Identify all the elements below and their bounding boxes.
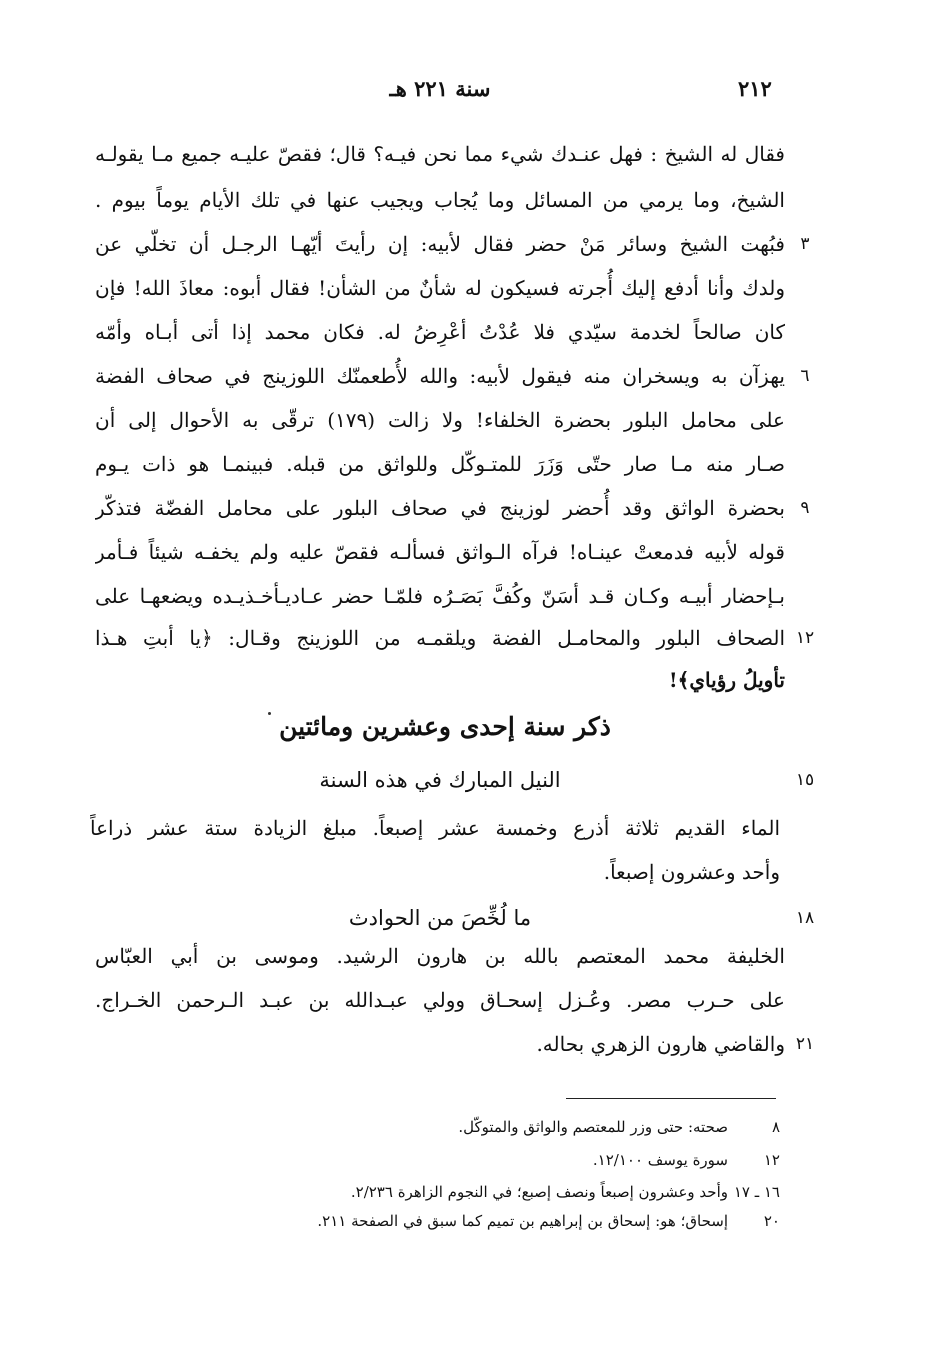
text-line: الخليفة محمد المعتصم بالله بن هارون الرشيد. وموسى بن أبي العبّاس bbox=[95, 944, 785, 968]
text-line: والقاضي هارون الزهري بحاله. bbox=[536, 1032, 785, 1056]
text-line: بـإحضار أبيـه وكـان قـد أسَنّ وكُفَّ بَصَـرُه فلمّـا حضر عـاديـأخـذيـده ويضعهـا على bbox=[95, 584, 785, 608]
line-number: ٩ bbox=[800, 498, 810, 518]
footnote-divider bbox=[566, 1098, 776, 1099]
subheading-nile: النيل المبارك في هذه السنة bbox=[319, 768, 561, 792]
footnote-text: سورة يوسف ١٢/١٠٠. bbox=[592, 1151, 728, 1169]
subheading-events: ما لُخِّصَ من الحوادث bbox=[348, 906, 532, 930]
footnote bbox=[130, 1145, 780, 1175]
line-number: ٦ bbox=[800, 366, 810, 386]
text-line: ولدك وأنا أدفع إليك أُجرته فسيكون له شأنٌ من الشأن! فقال أبوه: معاذَ الله! فإن bbox=[95, 276, 785, 300]
text-line: الشيخ، وما يرمي من المسائل وما يُجاب ويجيب عنها في تلك الأيام يوماً بيوم . bbox=[95, 188, 785, 212]
footnote-number: ٢٠ bbox=[763, 1212, 780, 1230]
line-number: ٢١ bbox=[795, 1034, 815, 1054]
line-number: ٣ bbox=[800, 234, 810, 254]
text-line: يهزآن به ويسخران منه فيقول لأبيه: والله لأُطعمنّك اللوزينج في صحاف الفضة bbox=[95, 364, 785, 388]
footnote-number: ١٢ bbox=[763, 1151, 780, 1169]
text-line: قوله لأبيه فدمعتْ عينـاه! فرآه الـواثق فسألـه فقصّ عليه ولم يخفـه شيئاً فـأمر bbox=[95, 540, 785, 564]
footnote-text: إسحاق؛ هو: إسحاق بن إبراهيم بن تميم كما سبق في الصفحة ٢١١. bbox=[317, 1212, 728, 1230]
footnote-text: صحته: حتى وزر للمعتصم والواثق والمتوكّل. bbox=[458, 1118, 728, 1136]
footnote-number: ٨ bbox=[771, 1118, 780, 1136]
text-line: كان صالحاً لخدمة سيّدي فلا عُدْتُ أعْرِضُ له. فكان محمد إذا أتى أبـاه وأمّه bbox=[95, 320, 785, 344]
footnote-text: وأحد وعشرون إصبعاً ونصف إصبع؛ في النجوم الزاهرة ٢/٢٣٦. bbox=[350, 1183, 728, 1201]
text-line: الصحاف البلور والمحامـل الفضة ويلقمـه من اللوزينج وقـال: ﴿يا أبتِ هـذا bbox=[95, 626, 785, 650]
line-number: ١٨ bbox=[795, 908, 815, 928]
line-number: ١٢ bbox=[795, 628, 815, 648]
text-line: صـار منه مـا صار حتّى وَزَرَ للمتـوكّل وللواثق من قبله. فبينمـا هو ذات يـوم bbox=[95, 452, 785, 476]
footnote bbox=[130, 1206, 780, 1236]
footnote bbox=[130, 1112, 780, 1142]
footnote bbox=[130, 1177, 780, 1207]
text-line: الماء القديم ثلاثة أذرع وخمسة عشر إصبعاً. مبلغ الزيادة ستة عشر ذراعاً bbox=[90, 816, 780, 840]
footnote-number: ١٦ ـ ١٧ bbox=[733, 1183, 780, 1201]
text-line: بحضرة الواثق وقد أُحضر لوزينج في صحاف البلور على محامل الفضّة فتذكّر bbox=[95, 496, 785, 520]
line-number: ١٥ bbox=[795, 770, 815, 790]
section-title: ذكر سنة إحدى وعشرين ومائتين bbox=[279, 712, 611, 741]
running-header: سنة ٢٢١ هـ bbox=[389, 76, 491, 101]
text-line: تأويلُ رؤياي﴾! bbox=[668, 668, 785, 692]
text-line: على محامل البلور بحضرة الخلفاء! ولا زالت (١٧٩) ترقّى به الأحوال إلى أن bbox=[95, 408, 785, 432]
page-number: ٢١٢ bbox=[738, 76, 772, 101]
text-line: فقال له الشيخ : فهل عنـدك شيء مما نحن فيـه؟ قال؛ فقصّ عليـه جميع مـا يقولـه bbox=[95, 142, 785, 166]
text-line: وأحد وعشرون إصبعاً. bbox=[603, 860, 780, 884]
text-line: على حـرب مصر. وعُـزل إسحـاق وولي عبـدالله بن عبـد الـرحمن الخـراج. bbox=[95, 988, 785, 1012]
text-line: فبُهت الشيخ وسائر مَنْ حضر فقال لأبيه: إن رأيتَ أيّهـا الرجـل أن تخلّي عن bbox=[95, 232, 785, 256]
